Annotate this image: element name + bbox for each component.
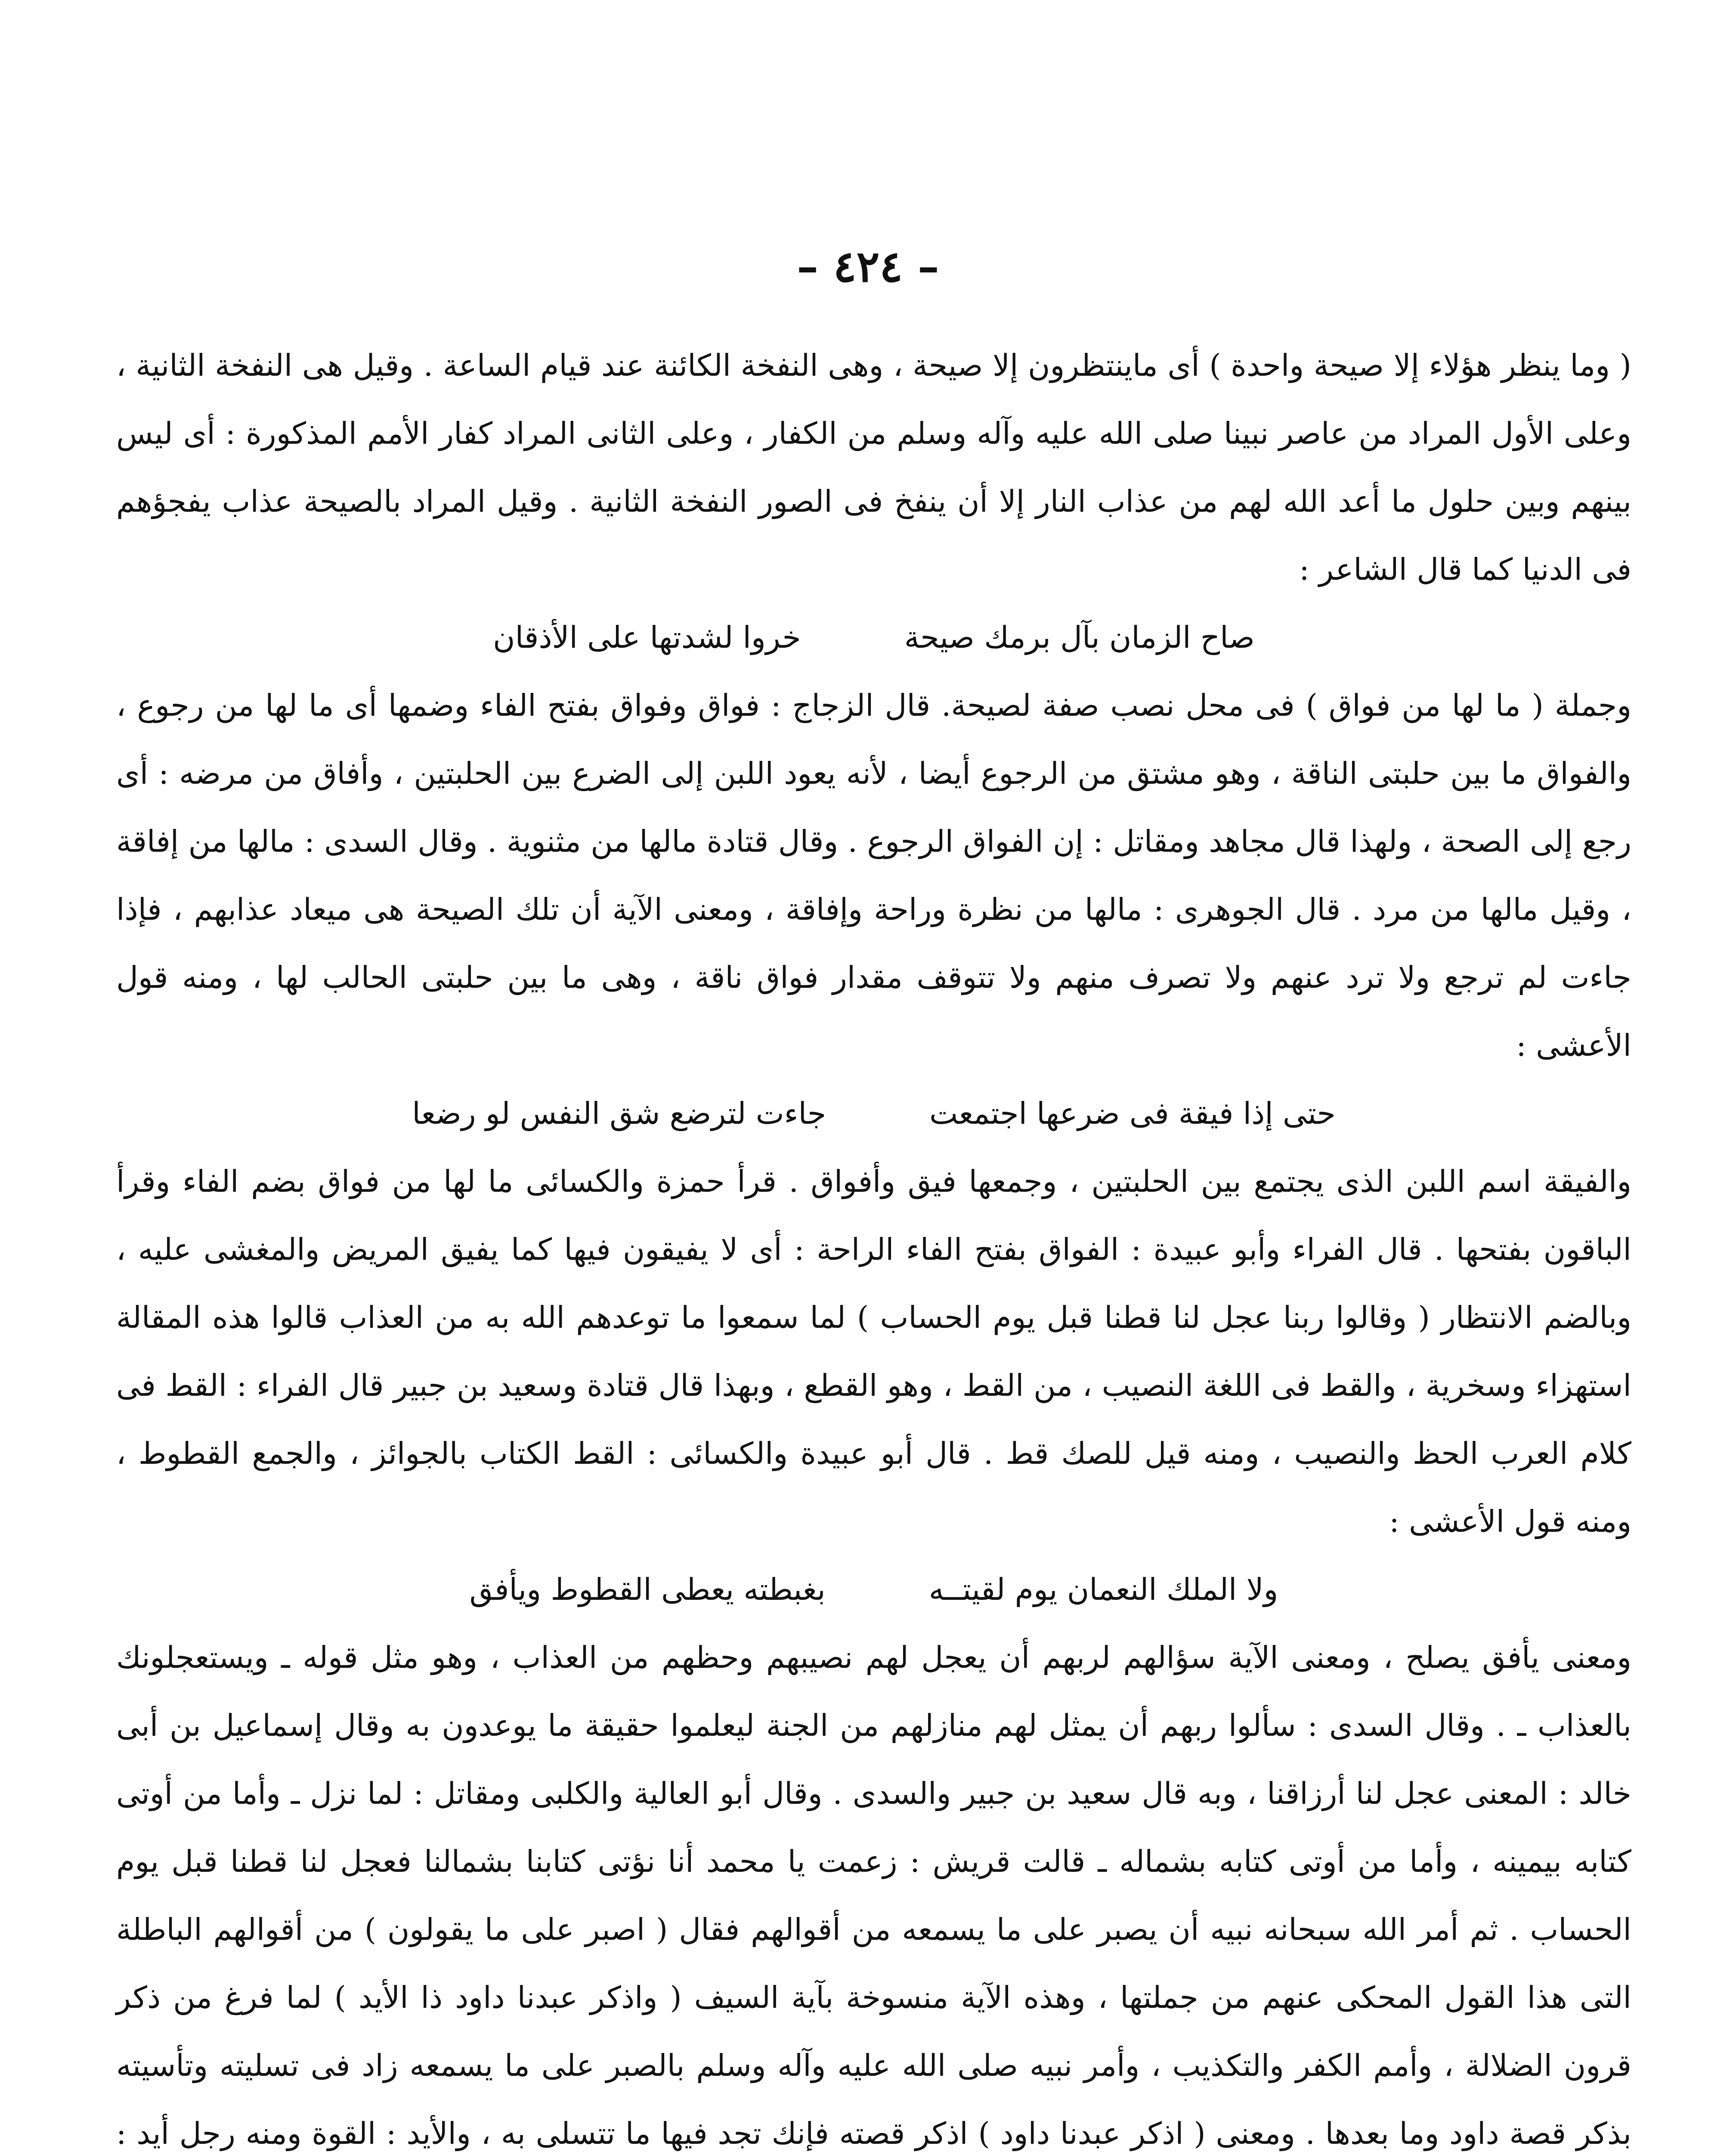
verse-second-hemistich: بغبطته يعطى القطوط ويأفق — [469, 1572, 826, 1607]
paragraph: وجملة ( ما لها من فواق ) فى محل نصب صفة لصيحة. قال الزجاج : فواق وفواق بفتح الفاء وضمها أى ما لها من رجوع ، والفواق ما بين حلبتى الناقة ، وهو مشتق من الرجوع أيضا ، لأنه يعود اللبن إلى الضرع بين الحلبتين ، وأفاق من مرضه : أى رجع إلى الصحة ، ولهذا قال مجاهد ومقاتل : إن الفواق الرجوع . وقال قتادة مالها من مثنوية . وقال السدى : مالها من إفاقة ، وقيل مالها من مرد . قال الجوهرى : مالها من نظرة وراحة وإفاقة ، ومعنى الآية أن تلك الصيحة هى ميعاد عذابهم ، فإذا جاءت لم ترجع ولا ترد عنهم ولا تصرف منهم ولا تتوقف مقدار فواق ناقة ، وهى ما بين حلبتى الحالب لها ، ومنه قول الأعشى : — [116, 688, 1631, 1063]
paragraph: ( وما ينظر هؤلاء إلا صيحة واحدة ) أى ماينتظرون إلا صيحة ، وهى النفخة الكائنة عند قيام الساعة . وقيل هى النفخة الثانية ، وعلى الأول المراد من عاصر نبينا صلى الله عليه وآله وسلم من الكفار ، وعلى الثانى المراد كفار الأمم المذكورة : أى ليس بينهم وبين حلول ما أعد الله لهم من عذاب النار إلا أن ينفخ فى الصور النفخة الثانية . وقيل المراد بالصيحة عذاب يفجؤهم فى الدنيا كما قال الشاعر : — [116, 348, 1631, 587]
poetry-verse — [116, 1555, 1631, 1623]
verse-second-hemistich: جاءت لترضع شق النفس لو رضعا — [412, 1096, 826, 1131]
page-body — [116, 331, 1631, 2152]
paragraph: ومعنى يأفق يصلح ، ومعنى الآية سؤالهم لربهم أن يعجل لهم نصيبهم وحظهم من العذاب ، وهو مثل قوله ـ ويستعجلونك بالعذاب ـ . وقال السدى : سألوا ربهم أن يمثل لهم منازلهم من الجنة ليعلموا حقيقة ما يوعدون به وقال إسماعيل بن أبى خالد : المعنى عجل لنا أرزاقنا ، وبه قال سعيد بن جبير والسدى . وقال أبو العالية والكلبى ومقاتل : لما نزل ـ وأما من أوتى كتابه بيمينه ، وأما من أوتى كتابه بشماله ـ قالت قريش : زعمت يا محمد أنا نؤتى كتابنا بشمالنا فعجل لنا قطنا قبل يوم الحساب . ثم أمر الله سبحانه نبيه أن يصبر على ما يسمعه من أقوالهم فقال ( اصبر على ما يقولون ) من أقوالهم الباطلة التى هذا القول المحكى عنهم من جملتها ، وهذه الآية منسوخة بآية السيف ( واذكر عبدنا داود ذا الأيد ) لما فرغ من ذكر قرون الضلالة ، وأمم الكفر والتكذيب ، وأمر نبيه صلى الله عليه وآله وسلم بالصبر على ما يسمعه زاد فى تسليته وتأسيته بذكر قصة داود وما بعدها . ومعنى ( اذكر عبدنا داود ) اذكر قصته فإنك تجد فيها ما تتسلى به ، والأيد : القوة ومنه رجل أيد : — [116, 1640, 1631, 2151]
verse-first-hemistich: حتى إذا فيقة فى ضرعها اجتمعت — [929, 1096, 1336, 1131]
page-number: – ٤٢٤ – — [797, 241, 939, 292]
verse-second-hemistich: خروا لشدتها على الأذقان — [493, 620, 801, 655]
paragraph: والفيقة اسم اللبن الذى يجتمع بين الحلبتين ، وجمعها فيق وأفواق . قرأ حمزة والكسائى ما لها من فواق بضم الفاء وقرأ الباقون بفتحها . قال الفراء وأبو عبيدة : الفواق بفتح الفاء الراحة : أى لا يفيقون فيها كما يفيق المريض والمغشى عليه ، وبالضم الانتظار ( وقالوا ربنا عجل لنا قطنا قبل يوم الحساب ) لما سمعوا ما توعدهم الله به من العذاب قالوا هذه المقالة استهزاء وسخرية ، والقط فى اللغة النصيب ، من القط ، وهو القطع ، وبهذا قال قتادة وسعيد بن جبير قال الفراء : القط فى كلام العرب الحظ والنصيب ، ومنه قيل للصك قط . قال أبو عبيدة والكسائى : القط الكتاب بالجوائز ، والجمع القطوط ، ومنه قول الأعشى : — [116, 1164, 1631, 1539]
verse-first-hemistich: صاح الزمان بآل برمك صيحة — [904, 620, 1255, 655]
poetry-verse — [116, 603, 1631, 671]
verse-first-hemistich: ولا الملك النعمان يوم لقيتــه — [928, 1572, 1278, 1607]
poetry-verse — [116, 1079, 1631, 1147]
